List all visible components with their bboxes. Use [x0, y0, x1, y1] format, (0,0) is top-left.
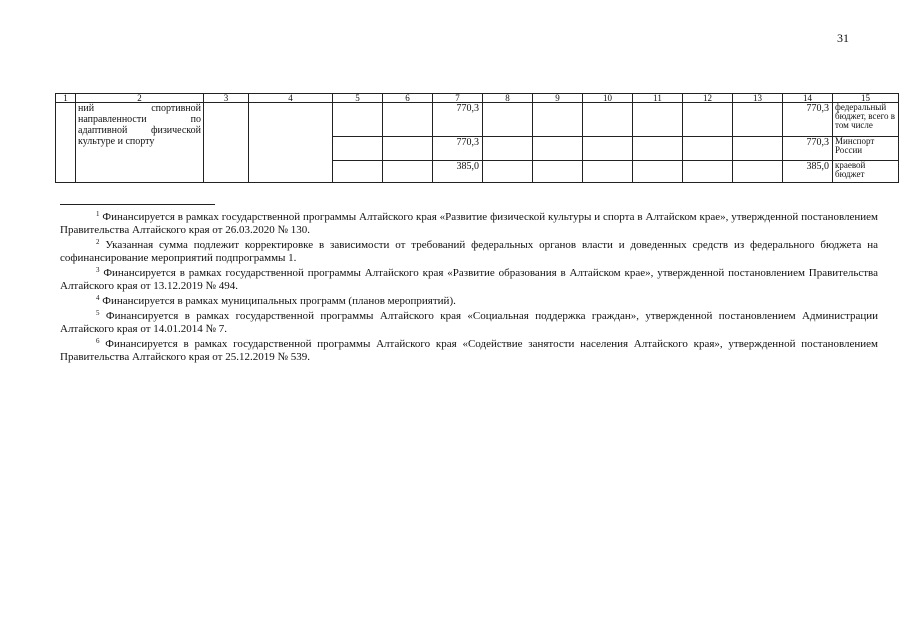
footnotes: [60, 211, 878, 366]
column-header: 2: [76, 94, 204, 103]
column-header: 15: [833, 94, 899, 103]
column-header: 4: [249, 94, 333, 103]
footnote-text: Финансируется в рамках муниципальных программ (планов мероприятий).: [102, 295, 456, 307]
table-cell: [583, 137, 633, 161]
table-cell: [483, 103, 533, 137]
column-header: 5: [333, 94, 383, 103]
table-header-row: [56, 94, 899, 103]
table-cell-col7: 770,3: [433, 137, 483, 161]
table-cell: [533, 161, 583, 183]
footnote-divider: [60, 204, 215, 205]
table-cell: [633, 137, 683, 161]
table-cell: [383, 161, 433, 183]
table-cell: [333, 137, 383, 161]
table-cell: [204, 103, 249, 183]
table-cell: [383, 103, 433, 137]
footnote-text: Финансируется в рамках государственной программы Алтайского края «Содействие занятости населения Алтайского края», утвержденной постановлением Правительства Алтайского края от 25.12.2019 № 539.: [60, 338, 879, 363]
funding-source: краевой бюджет: [833, 161, 899, 183]
table-cell: [533, 103, 583, 137]
footnote-mark: 4: [96, 294, 100, 302]
table-cell: [483, 137, 533, 161]
column-header: 1: [56, 94, 76, 103]
table-cell: [583, 103, 633, 137]
footnote-mark: 3: [96, 266, 100, 274]
column-header: 7: [433, 94, 483, 103]
column-header: 9: [533, 94, 583, 103]
table-cell: [533, 137, 583, 161]
footnote: [60, 267, 878, 293]
column-header: 12: [683, 94, 733, 103]
funding-source: федеральный бюджет, всего в том числе: [833, 103, 899, 137]
footnote-mark: 5: [96, 309, 100, 317]
footnote-mark: 1: [96, 210, 100, 218]
table-cell: [683, 103, 733, 137]
funding-source: Минспорт России: [833, 137, 899, 161]
table-cell: [633, 161, 683, 183]
footnote: [60, 211, 878, 237]
table-cell: [683, 161, 733, 183]
table-cell-col7: 385,0: [433, 161, 483, 183]
table-cell: [683, 137, 733, 161]
table-cell: [733, 161, 783, 183]
table-cell-col14: 770,3: [783, 103, 833, 137]
budget-table: [55, 93, 899, 183]
table-cell: [333, 103, 383, 137]
table-cell-col14: 385,0: [783, 161, 833, 183]
column-header: 8: [483, 94, 533, 103]
footnote-text: Финансируется в рамках государственной программы Алтайского края «Развитие образования в Алтайском крае», утвержденной постановлением Правительства Алтайского края от 13.12.2019 № 494.: [60, 267, 878, 292]
table-cell: [333, 161, 383, 183]
footnote-text: Финансируется в рамках государственной программы Алтайского края «Социальная поддержка граждан», утвержденной постановлением Администрации Алтайского края от 14.01.2014 № 7.: [60, 310, 878, 335]
footnote: [60, 239, 878, 265]
column-header: 13: [733, 94, 783, 103]
table-cell-col14: 770,3: [783, 137, 833, 161]
column-header: 3: [204, 94, 249, 103]
table-cell-col7: 770,3: [433, 103, 483, 137]
footnote-mark: 6: [96, 337, 100, 345]
footnote-text: Финансируется в рамках государственной программы Алтайского края «Развитие физической культуры и спорта в Алтайском крае», утвержденной постановлением Правительства Алтайского края от 26.03.2020 № 130.: [60, 211, 879, 236]
table-cell: [249, 103, 333, 183]
table-cell: [733, 137, 783, 161]
table-cell: [633, 103, 683, 137]
page-number: 31: [837, 31, 849, 45]
table-cell: [56, 103, 76, 183]
column-header: 10: [583, 94, 633, 103]
footnote-text: Указанная сумма подлежит корректировке в зависимости от требований федеральных органов власти и доведенных средств из федерального бюджета на софинансирование мероприятий подпрограммы 1.: [60, 239, 878, 264]
footnote: [60, 310, 878, 336]
footnote: [60, 295, 878, 308]
activity-description: ний спортивной направленности по адаптивной физической культуре и спорту: [76, 103, 204, 183]
table-cell: [583, 161, 633, 183]
table-row: [56, 103, 899, 137]
footnote-mark: 2: [96, 238, 100, 246]
footnote: [60, 338, 878, 364]
column-header: 6: [383, 94, 433, 103]
table-cell: [483, 161, 533, 183]
column-header: 14: [783, 94, 833, 103]
column-header: 11: [633, 94, 683, 103]
table-cell: [383, 137, 433, 161]
table-cell: [733, 103, 783, 137]
